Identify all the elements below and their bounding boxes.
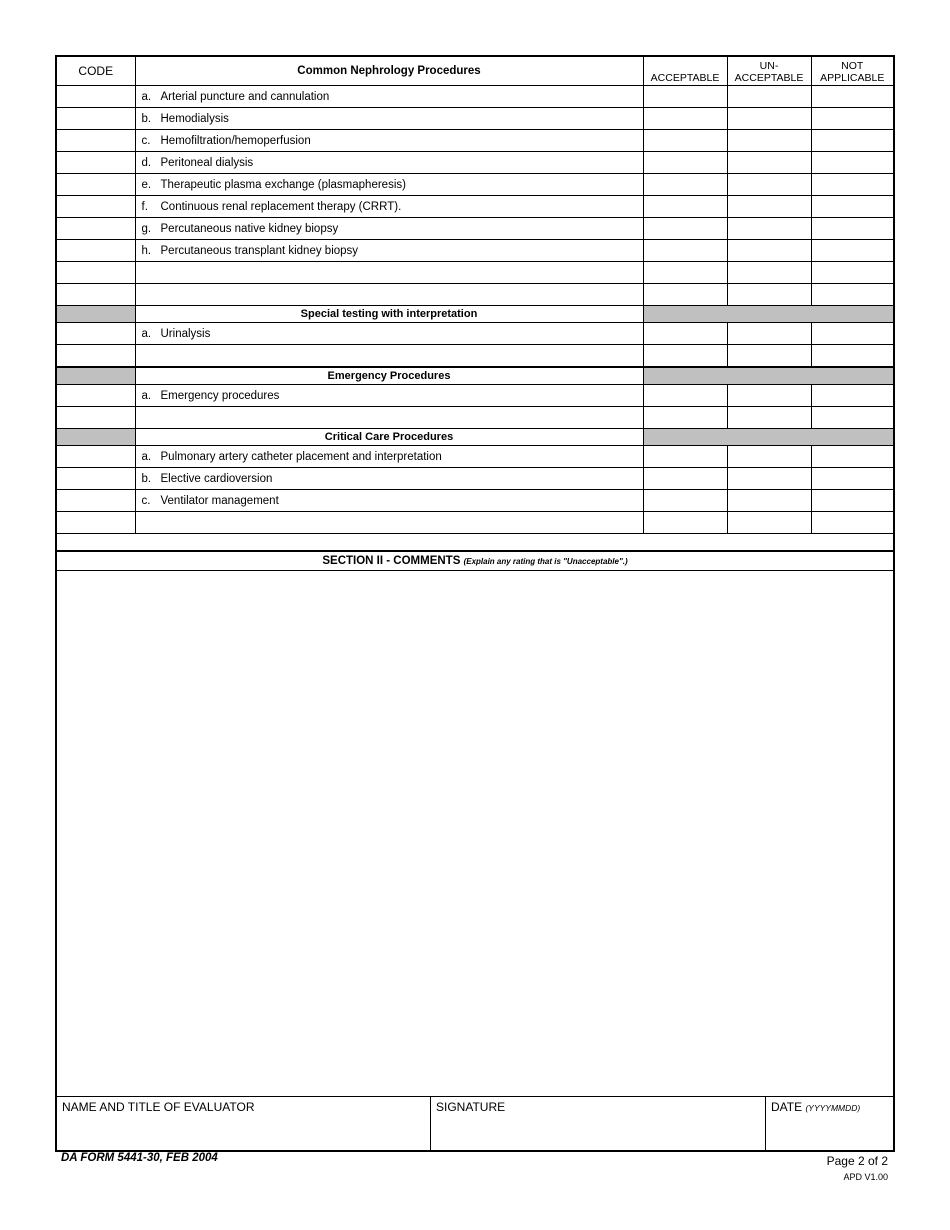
table-row — [57, 323, 893, 345]
procedure-label: c. Hemofiltration/hemoperfusion — [135, 130, 643, 152]
procedure-label: a. Urinalysis — [135, 323, 643, 345]
table-row — [57, 490, 893, 512]
blank-row — [57, 345, 893, 368]
section-header-special-testing — [57, 306, 893, 323]
procedure-label: e. Therapeutic plasma exchange (plasmapheresis) — [135, 174, 643, 196]
unacceptable-cell[interactable] — [727, 468, 811, 490]
comments-title: SECTION II - COMMENTS — [322, 555, 461, 567]
acceptable-cell[interactable] — [643, 490, 727, 512]
not-applicable-cell[interactable] — [811, 407, 893, 429]
procedure-label: h. Percutaneous transplant kidney biopsy — [135, 240, 643, 262]
code-cell[interactable] — [57, 174, 135, 196]
code-cell[interactable] — [57, 345, 135, 368]
acceptable-cell[interactable] — [643, 152, 727, 174]
table-row — [57, 86, 893, 108]
code-cell[interactable] — [57, 284, 135, 306]
unacceptable-cell[interactable] — [727, 490, 811, 512]
unacceptable-cell[interactable] — [727, 323, 811, 345]
code-cell[interactable] — [57, 512, 135, 534]
procedure-label: b. Elective cardioversion — [135, 468, 643, 490]
acceptable-cell[interactable] — [643, 196, 727, 218]
acceptable-cell[interactable] — [643, 130, 727, 152]
code-cell[interactable] — [57, 385, 135, 407]
unacceptable-cell[interactable] — [727, 284, 811, 306]
unacceptable-cell[interactable] — [727, 385, 811, 407]
procedure-label: g. Percutaneous native kidney biopsy — [135, 218, 643, 240]
comments-note: (Explain any rating that is "Unacceptable".) — [463, 557, 628, 566]
code-cell[interactable] — [57, 196, 135, 218]
table-row — [57, 385, 893, 407]
acceptable-cell[interactable] — [643, 323, 727, 345]
form-frame — [55, 55, 895, 1152]
evaluator-label: NAME AND TITLE OF EVALUATOR — [62, 1100, 255, 1114]
not-applicable-cell[interactable] — [811, 323, 893, 345]
blank-row — [57, 284, 893, 306]
section-title: Special testing with interpretation — [135, 306, 643, 323]
not-applicable-cell[interactable] — [811, 218, 893, 240]
code-cell[interactable] — [57, 240, 135, 262]
acceptable-cell[interactable] — [643, 407, 727, 429]
table-row — [57, 130, 893, 152]
acceptable-cell[interactable] — [643, 512, 727, 534]
not-applicable-cell[interactable] — [811, 240, 893, 262]
not-applicable-cell[interactable] — [811, 345, 893, 368]
code-cell[interactable] — [57, 468, 135, 490]
table-row — [57, 240, 893, 262]
table-row — [57, 446, 893, 468]
table-row — [57, 196, 893, 218]
table-row — [57, 108, 893, 130]
unacceptable-cell[interactable] — [727, 86, 811, 108]
unacceptable-cell[interactable] — [727, 152, 811, 174]
code-cell[interactable] — [57, 152, 135, 174]
acceptable-cell[interactable] — [643, 345, 727, 368]
shaded-cell — [643, 429, 893, 446]
comments-section-header — [57, 550, 893, 571]
acceptable-cell[interactable] — [643, 385, 727, 407]
unacceptable-cell[interactable] — [727, 262, 811, 284]
table-row — [57, 174, 893, 196]
page-number: Page 2 of 2 — [826, 1154, 888, 1168]
form-identifier: DA FORM 5441-30, FEB 2004 — [61, 1152, 218, 1164]
procedure-label: d. Peritoneal dialysis — [135, 152, 643, 174]
procedure-label: b. Hemodialysis — [135, 108, 643, 130]
code-cell[interactable] — [57, 86, 135, 108]
not-applicable-cell[interactable] — [811, 86, 893, 108]
acceptable-cell[interactable] — [643, 240, 727, 262]
acceptable-cell[interactable] — [643, 218, 727, 240]
signature-label: SIGNATURE — [436, 1100, 506, 1114]
not-applicable-cell[interactable] — [811, 284, 893, 306]
table-row — [57, 152, 893, 174]
section-header-critical-care — [57, 429, 893, 446]
not-applicable-cell[interactable] — [811, 490, 893, 512]
acceptable-cell[interactable] — [643, 262, 727, 284]
evaluator-name-field[interactable] — [57, 1097, 431, 1152]
shaded-cell — [643, 306, 893, 323]
not-applicable-cell[interactable] — [811, 108, 893, 130]
unacceptable-cell[interactable] — [727, 446, 811, 468]
procedure-entry-cell[interactable] — [135, 345, 643, 368]
not-applicable-cell[interactable] — [811, 468, 893, 490]
table-row — [57, 218, 893, 240]
not-applicable-cell[interactable] — [811, 262, 893, 284]
code-cell[interactable] — [57, 407, 135, 429]
unacceptable-cell[interactable] — [727, 512, 811, 534]
acceptable-header: ACCEPTABLE — [643, 57, 727, 86]
acceptable-cell[interactable] — [643, 446, 727, 468]
shaded-cell — [57, 429, 135, 446]
not-applicable-header: NOT APPLICABLE — [811, 57, 893, 86]
code-cell[interactable] — [57, 323, 135, 345]
unacceptable-cell[interactable] — [727, 108, 811, 130]
table-header — [57, 57, 893, 86]
date-format-hint: (YYYYMMDD) — [805, 1103, 861, 1113]
code-cell[interactable] — [57, 262, 135, 284]
acceptable-cell[interactable] — [643, 86, 727, 108]
unacceptable-cell[interactable] — [727, 174, 811, 196]
not-applicable-cell[interactable] — [811, 196, 893, 218]
section-header-emergency — [57, 367, 893, 385]
unacceptable-cell[interactable] — [727, 196, 811, 218]
section-title: Emergency Procedures — [135, 367, 643, 385]
section-title: Critical Care Procedures — [135, 429, 643, 446]
procedure-label: c. Ventilator management — [135, 490, 643, 512]
procedure-entry-cell[interactable] — [135, 262, 643, 284]
procedure-entry-cell[interactable] — [135, 284, 643, 306]
not-applicable-cell[interactable] — [811, 152, 893, 174]
acceptable-cell[interactable] — [643, 468, 727, 490]
version-label: APD V1.00 — [843, 1172, 888, 1182]
unacceptable-cell[interactable] — [727, 345, 811, 368]
acceptable-cell[interactable] — [643, 108, 727, 130]
blank-row — [57, 407, 893, 429]
procedure-label: f. Continuous renal replacement therapy (CRRT). — [135, 196, 643, 218]
acceptable-cell[interactable] — [643, 284, 727, 306]
not-applicable-cell[interactable] — [811, 512, 893, 534]
blank-row — [57, 512, 893, 534]
code-cell[interactable] — [57, 490, 135, 512]
unacceptable-cell[interactable] — [727, 407, 811, 429]
not-applicable-cell[interactable] — [811, 385, 893, 407]
procedure-label: a. Arterial puncture and cannulation — [135, 86, 643, 108]
shaded-cell — [57, 367, 135, 385]
date-field[interactable] — [766, 1097, 893, 1152]
code-cell[interactable] — [57, 130, 135, 152]
procedure-label: a. Pulmonary artery catheter placement and interpretation — [135, 446, 643, 468]
not-applicable-cell[interactable] — [811, 130, 893, 152]
procedure-label: a. Emergency procedures — [135, 385, 643, 407]
shaded-cell — [643, 367, 893, 385]
code-header: CODE — [57, 57, 135, 86]
signature-block — [57, 1096, 893, 1152]
code-cell[interactable] — [57, 108, 135, 130]
not-applicable-cell[interactable] — [811, 174, 893, 196]
procedure-entry-cell[interactable] — [135, 512, 643, 534]
not-applicable-cell[interactable] — [811, 446, 893, 468]
table-row — [57, 468, 893, 490]
shaded-cell — [57, 306, 135, 323]
acceptable-cell[interactable] — [643, 174, 727, 196]
unacceptable-cell[interactable] — [727, 130, 811, 152]
nephrology-procedures-header: Common Nephrology Procedures — [135, 57, 643, 86]
procedures-table — [57, 57, 893, 534]
code-cell[interactable] — [57, 218, 135, 240]
procedure-entry-cell[interactable] — [135, 407, 643, 429]
comments-textarea[interactable] — [57, 571, 893, 1096]
signature-field[interactable] — [431, 1097, 766, 1152]
unacceptable-cell[interactable] — [727, 218, 811, 240]
unacceptable-cell[interactable] — [727, 240, 811, 262]
blank-row — [57, 262, 893, 284]
code-cell[interactable] — [57, 446, 135, 468]
unacceptable-header: UN- ACCEPTABLE — [727, 57, 811, 86]
date-label: DATE — [771, 1100, 803, 1114]
